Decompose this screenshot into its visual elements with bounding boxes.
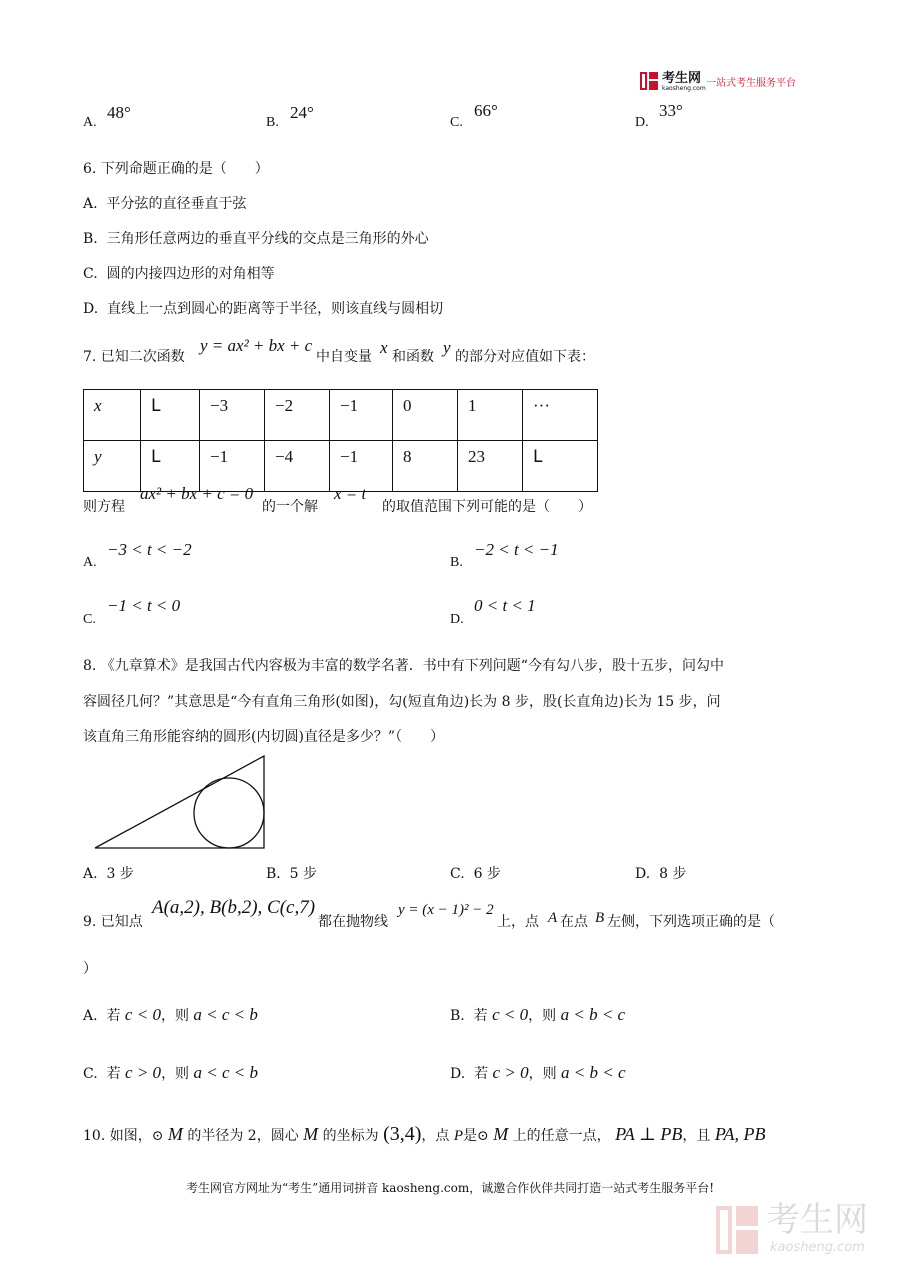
- table-cell: −2: [265, 390, 330, 441]
- q6-option-b: [83, 230, 429, 248]
- q9-option-a-pre: 若: [106, 1008, 121, 1024]
- q7-option-b-letter: B.: [450, 555, 463, 570]
- q6-option-d-text: 直线上一点到圆心的距离等于半径，则该直线与圆相切: [107, 301, 444, 317]
- q9-point-a: [548, 908, 557, 928]
- q8-line2: 容圆径几何？”其意思是“今有直角三角形(如图)，勾(短直角边)长为 8 步，股(长直角边)长为 15 步，问: [83, 694, 721, 710]
- q7-var-y-text: y: [443, 338, 451, 357]
- q10-perpendicular: PA ⊥ PB: [615, 1124, 683, 1144]
- q10-text3: ，点: [421, 1128, 450, 1144]
- q9-option-b-pre: 若: [473, 1008, 488, 1024]
- q6-option-c: [83, 265, 275, 283]
- q6-option-c-letter: C.: [83, 266, 98, 282]
- q8-option-a: [83, 865, 134, 883]
- q9-option-d: [450, 1063, 626, 1083]
- table-cell: [84, 441, 141, 492]
- q6-option-d: [83, 300, 443, 318]
- q9-option-d-res: a < b < c: [561, 1063, 626, 1082]
- q9-option-c-cond: c > 0: [125, 1063, 162, 1082]
- q9-suffix1: 上，点: [497, 914, 539, 930]
- table-cell: ᒪ: [141, 390, 200, 441]
- q8-line3: 该直角三角形能容纳的圆形(内切圆)直径是多少？”（ ）: [83, 729, 445, 745]
- logo-url: kaosheng.com: [662, 85, 706, 92]
- q8-option-c-text: 6 步: [473, 866, 501, 882]
- q8-triangle-figure: [92, 752, 270, 852]
- q10-line1: [83, 1124, 766, 1146]
- q9-prefix: 9. 已知点: [83, 914, 143, 930]
- q7-option-c-letter: C.: [83, 612, 96, 627]
- q9-option-c-pre: 若: [106, 1066, 121, 1082]
- table-cell: ᒪ: [141, 441, 200, 492]
- table-cell: 0: [393, 390, 458, 441]
- q9-point-a-text: A: [548, 910, 558, 926]
- q5-option-c-letter: C.: [450, 115, 463, 130]
- q9-option-b-sep: ，则: [528, 1008, 557, 1024]
- q9-option-d-cond: c > 0: [492, 1063, 529, 1082]
- q7-option-b-text: −2 < t < −1: [474, 540, 559, 559]
- q10-coordinate: (3,4): [383, 1123, 422, 1145]
- q9-option-a-letter: A.: [83, 1008, 98, 1024]
- table-cell-text: x: [94, 396, 102, 415]
- q6-option-a: [83, 195, 246, 213]
- page-footer: 考生网官方网址为“考生”通用词拼音 kaosheng.com，诚邀合作伙伴共同打造一站式考生服务平台!: [185, 1181, 715, 1195]
- q7-option-a-text: −3 < t < −2: [107, 540, 192, 559]
- q9-option-a-res: a < c < b: [193, 1005, 258, 1024]
- q7-line2-suffix: 的取值范围下列可能的是（ ）: [382, 499, 592, 515]
- q6-option-a-letter: A.: [83, 196, 98, 212]
- q7-function-text: y = ax² + bx + c: [200, 336, 313, 355]
- q7-solution-text: x = t: [334, 484, 367, 503]
- table-cell: 1: [458, 390, 523, 441]
- q7-option-c-text: −1 < t < 0: [107, 596, 181, 615]
- q8-option-a-text: 3 步: [106, 866, 134, 882]
- kaosheng-logo-icon: [640, 72, 658, 90]
- q9-option-d-pre: 若: [474, 1066, 489, 1082]
- q9-parabola: [398, 900, 494, 920]
- logo-title: 考生网: [662, 71, 702, 86]
- q9-points: [152, 898, 315, 918]
- q7-option-d-letter: D.: [450, 612, 464, 627]
- q10-circle-symbol: ⊙: [151, 1128, 164, 1144]
- table-row: [84, 390, 598, 441]
- q5-option-b-letter: B.: [266, 115, 279, 130]
- q9-point-b: [595, 908, 604, 928]
- q9-option-a-sep: ，则: [160, 1008, 189, 1024]
- table-cell: ···: [523, 390, 598, 441]
- q7-option-b-value: [474, 540, 559, 560]
- table-cell: −1: [330, 441, 393, 492]
- q9-option-b: [450, 1005, 625, 1025]
- table-cell: −1: [330, 390, 393, 441]
- q7-stem-mid: 中自变量: [316, 349, 372, 365]
- q9-point-b-text: B: [595, 910, 605, 926]
- q9-points-text: A(a,2), B(b,2), C(c,7): [152, 897, 316, 918]
- q6-option-b-letter: B.: [83, 231, 98, 247]
- table-cell: 8: [393, 441, 458, 492]
- q9-parabola-text: y = (x − 1)² − 2: [398, 902, 494, 918]
- q9-option-d-sep: ，则: [528, 1066, 557, 1082]
- q9-suffix3: 左侧，下列选项正确的是（: [607, 914, 775, 930]
- q5-option-d-value: 33°: [659, 101, 683, 120]
- q9-option-b-res: a < b < c: [560, 1005, 626, 1024]
- q8-option-b-text: 5 步: [289, 866, 318, 882]
- q9-option-a: [83, 1005, 258, 1025]
- table-cell: −4: [265, 441, 330, 492]
- q10-text5: 上的任意一点，: [512, 1128, 611, 1144]
- q9-option-c-sep: ，则: [161, 1066, 190, 1082]
- q7-stem-mid2: 和函数: [392, 349, 434, 365]
- q8-option-d-text: 8 步: [659, 866, 687, 882]
- q8-option-d: [635, 865, 686, 883]
- q7-equation-text: ax² + bx + c = 0: [140, 484, 254, 503]
- right-triangle: [95, 756, 264, 848]
- q7-stem-suffix: 的部分对应值如下表：: [455, 349, 595, 365]
- q10-center-m2: M: [303, 1124, 319, 1144]
- q8-line1: 8. 《九章算术》是我国古代内容极为丰富的数学名著．书中有下列问题“今有勾八步，股十五步，问勾中: [83, 658, 724, 674]
- table-cell-text: y: [94, 447, 102, 466]
- q6-option-b-text: 三角形任意两边的垂直平分线的交点是三角形的外心: [106, 231, 429, 247]
- q7-function: [200, 336, 312, 356]
- inscribed-circle: [194, 778, 264, 848]
- q10-text1: 的半径为 2，圆心: [187, 1128, 299, 1144]
- q9-suffix2: 在点: [560, 914, 588, 930]
- q6-option-d-letter: D.: [83, 301, 99, 317]
- q8-option-d-letter: D.: [635, 866, 651, 882]
- q10-point-p: P: [453, 1128, 464, 1144]
- watermark-logo-icon: [716, 1206, 760, 1254]
- q6-option-a-text: 平分弦的直径垂直于弦: [106, 196, 247, 212]
- q5-option-a-letter: A.: [83, 115, 97, 130]
- q7-var-x-text: x: [380, 338, 388, 357]
- q9-option-c: [83, 1063, 258, 1083]
- q9-mid: 都在抛物线: [318, 914, 388, 930]
- q10-text4: 是: [463, 1128, 478, 1144]
- q10-circle-symbol2: ⊙: [477, 1128, 489, 1144]
- table-cell: −1: [200, 441, 265, 492]
- q10-text2: 的坐标为: [322, 1128, 379, 1144]
- table-cell: −3: [200, 390, 265, 441]
- q8-option-a-letter: A.: [83, 866, 98, 882]
- q8-option-b-letter: B.: [266, 866, 281, 882]
- watermark-title: 考生网: [766, 1200, 868, 1240]
- table-cell: [84, 390, 141, 441]
- q7-var-x: [380, 338, 388, 358]
- q9-option-d-letter: D.: [450, 1066, 466, 1082]
- q7-option-c-value: [107, 596, 180, 616]
- q6-stem: 6. 下列命题正确的是（ ）: [83, 161, 269, 177]
- q10-prefix: 10. 如图，: [83, 1128, 152, 1144]
- q7-equation: [140, 484, 253, 504]
- q10-center-m: M: [167, 1124, 183, 1144]
- q9-line2: ）: [83, 961, 97, 977]
- q5-option-b-value: 24°: [290, 103, 314, 122]
- q7-solution: [334, 484, 366, 504]
- table-cell: 23: [458, 441, 523, 492]
- q9-option-c-res: a < c < b: [193, 1063, 259, 1082]
- q7-option-d-value: [474, 596, 536, 616]
- header-logo: [640, 72, 810, 98]
- q8-option-b: [266, 865, 317, 883]
- q10-center-m3: M: [493, 1124, 509, 1144]
- table-cell: ᒪ: [523, 441, 598, 492]
- q8-option-c-letter: C.: [450, 866, 465, 882]
- q7-option-a-letter: A.: [83, 555, 97, 570]
- q5-option-a-value: 48°: [107, 103, 131, 122]
- q5-option-d-letter: D.: [635, 115, 649, 130]
- q7-option-a-value: [107, 540, 192, 560]
- q8-option-c: [450, 865, 501, 883]
- q7-line2-mid: 的一个解: [262, 499, 318, 515]
- q7-stem-prefix: 7. 已知二次函数: [83, 349, 185, 365]
- q7-line2-prefix: 则方程: [83, 499, 125, 515]
- q9-option-b-letter: B.: [450, 1008, 465, 1024]
- q5-option-c-value: 66°: [474, 101, 498, 120]
- q6-option-c-text: 圆的内接四边形的对角相等: [106, 266, 275, 282]
- q10-segments: PA, PB: [714, 1124, 766, 1144]
- q9-option-c-letter: C.: [83, 1066, 98, 1082]
- q7-option-d-text: 0 < t < 1: [474, 596, 536, 615]
- watermark-url: kaosheng.com: [770, 1240, 865, 1255]
- q9-option-b-cond: c < 0: [492, 1005, 529, 1024]
- q9-option-a-cond: c < 0: [124, 1005, 161, 1024]
- q7-var-y: [443, 338, 451, 358]
- watermark: [716, 1200, 886, 1262]
- logo-slogan: 一站式考生服务平台: [706, 78, 796, 89]
- q7-value-table: [83, 389, 598, 492]
- q10-text6: ，且: [682, 1128, 711, 1144]
